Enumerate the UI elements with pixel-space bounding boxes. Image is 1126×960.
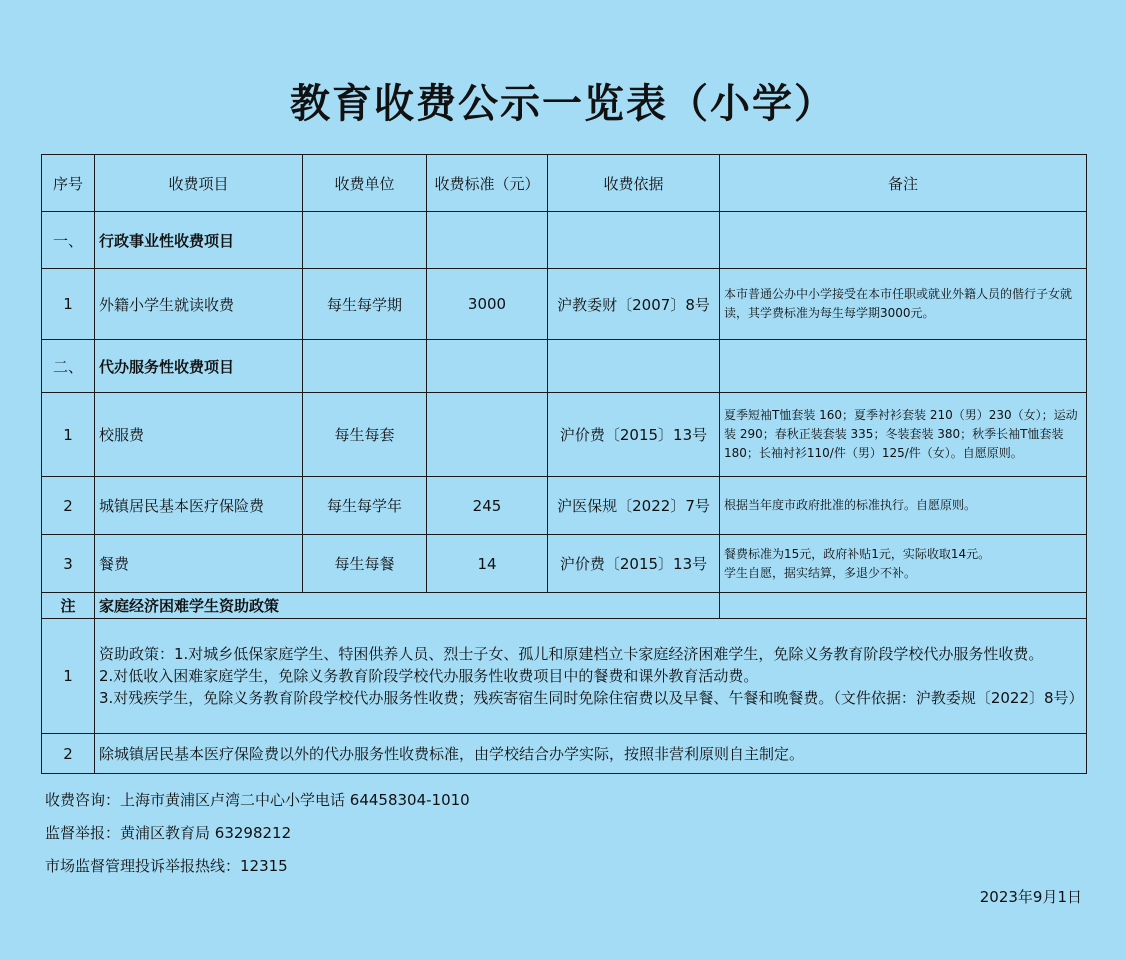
row-unit: 每生每学期 xyxy=(303,269,427,340)
header-seq: 序号 xyxy=(42,155,95,212)
policy-text xyxy=(95,619,1087,734)
row-seq: 2 xyxy=(42,734,95,774)
publish-date: 2023年9月1日 xyxy=(979,888,1082,906)
policy-text: 除城镇居民基本医疗保险费以外的代办服务性收费标准，由学校结合办学实际，按照非营利原则自主制定。 xyxy=(95,734,1087,774)
section-row-admin xyxy=(42,212,1087,269)
hotline-line: 市场监督管理投诉举报热线：12315 xyxy=(45,857,288,875)
row-standard xyxy=(427,393,548,477)
policy-line: 3.对残疾学生，免除义务教育阶段学校代办服务性收费；残疾寄宿生同时免除住宿费以及早餐、午餐和晚餐费。（文件依据：沪教委规〔2022〕8号） xyxy=(99,689,1084,707)
row-item: 外籍小学生就读收费 xyxy=(95,269,303,340)
section-seq: 二、 xyxy=(42,340,95,393)
table-row xyxy=(42,269,1087,340)
consult-line: 收费咨询：上海市黄浦区卢湾二中心小学电话 64458304-1010 xyxy=(45,791,470,809)
report-line: 监督举报：黄浦区教育局 63298212 xyxy=(45,824,292,842)
row-item: 校服费 xyxy=(95,393,303,477)
row-seq: 1 xyxy=(42,393,95,477)
section-name: 行政事业性收费项目 xyxy=(95,212,303,269)
row-seq: 1 xyxy=(42,619,95,734)
row-unit: 每生每餐 xyxy=(303,535,427,593)
policy-row xyxy=(42,734,1087,774)
section-seq: 一、 xyxy=(42,212,95,269)
row-basis: 沪医保规〔2022〕7号 xyxy=(548,477,720,535)
table-row xyxy=(42,477,1087,535)
row-note: 根据当年度市政府批准的标准执行。自愿原则。 xyxy=(720,477,1087,535)
row-seq: 3 xyxy=(42,535,95,593)
row-basis: 沪价费〔2015〕13号 xyxy=(548,393,720,477)
row-standard: 245 xyxy=(427,477,548,535)
row-seq: 1 xyxy=(42,269,95,340)
policy-row xyxy=(42,619,1087,734)
row-unit: 每生每学年 xyxy=(303,477,427,535)
row-item: 餐费 xyxy=(95,535,303,593)
header-unit: 收费单位 xyxy=(303,155,427,212)
row-standard: 14 xyxy=(427,535,548,593)
table-row xyxy=(42,535,1087,593)
row-basis: 沪教委财〔2007〕8号 xyxy=(548,269,720,340)
row-standard: 3000 xyxy=(427,269,548,340)
note-line: 餐费标准为15元，政府补贴1元，实际收取14元。 xyxy=(724,546,991,561)
page-title: 教育收费公示一览表（小学） xyxy=(290,81,836,127)
table-row xyxy=(42,393,1087,477)
header-basis: 收费依据 xyxy=(548,155,720,212)
header-standard: 收费标准（元） xyxy=(427,155,548,212)
row-note: 本市普通公办中小学接受在本市任职或就业外籍人员的偕行子女就读，其学费标准为每生每学期3000元。 xyxy=(720,269,1087,340)
fee-table xyxy=(41,154,1087,774)
row-note: 夏季短袖T恤套装 160；夏季衬衫套装 210（男）230（女）；运动装 290；春秋正装套装 335；冬装套装 380；秋季长袖T恤套装180；长袖衬衫110/件（男）125/件（女）。自愿原则。 xyxy=(720,393,1087,477)
section-seq: 注 xyxy=(42,593,95,619)
row-note xyxy=(720,535,1087,593)
section-row-service xyxy=(42,340,1087,393)
policy-line: 资助政策：1.对城乡低保家庭学生、特困供养人员、烈士子女、孤儿和原建档立卡家庭经济困难学生，免除义务教育阶段学校代办服务性收费。 xyxy=(99,645,1044,663)
section-row-note xyxy=(42,593,1087,619)
row-item: 城镇居民基本医疗保险费 xyxy=(95,477,303,535)
section-name: 家庭经济困难学生资助政策 xyxy=(95,593,720,619)
note-line: 学生自愿，据实结算，多退少不补。 xyxy=(724,565,917,580)
header-item: 收费项目 xyxy=(95,155,303,212)
row-basis: 沪价费〔2015〕13号 xyxy=(548,535,720,593)
policy-line: 2.对低收入困难家庭学生，免除义务教育阶段学校代办服务性收费项目中的餐费和课外教育活动费。 xyxy=(99,667,759,685)
row-seq: 2 xyxy=(42,477,95,535)
header-note: 备注 xyxy=(720,155,1087,212)
table-header-row xyxy=(42,155,1087,212)
row-unit: 每生每套 xyxy=(303,393,427,477)
section-name: 代办服务性收费项目 xyxy=(95,340,303,393)
